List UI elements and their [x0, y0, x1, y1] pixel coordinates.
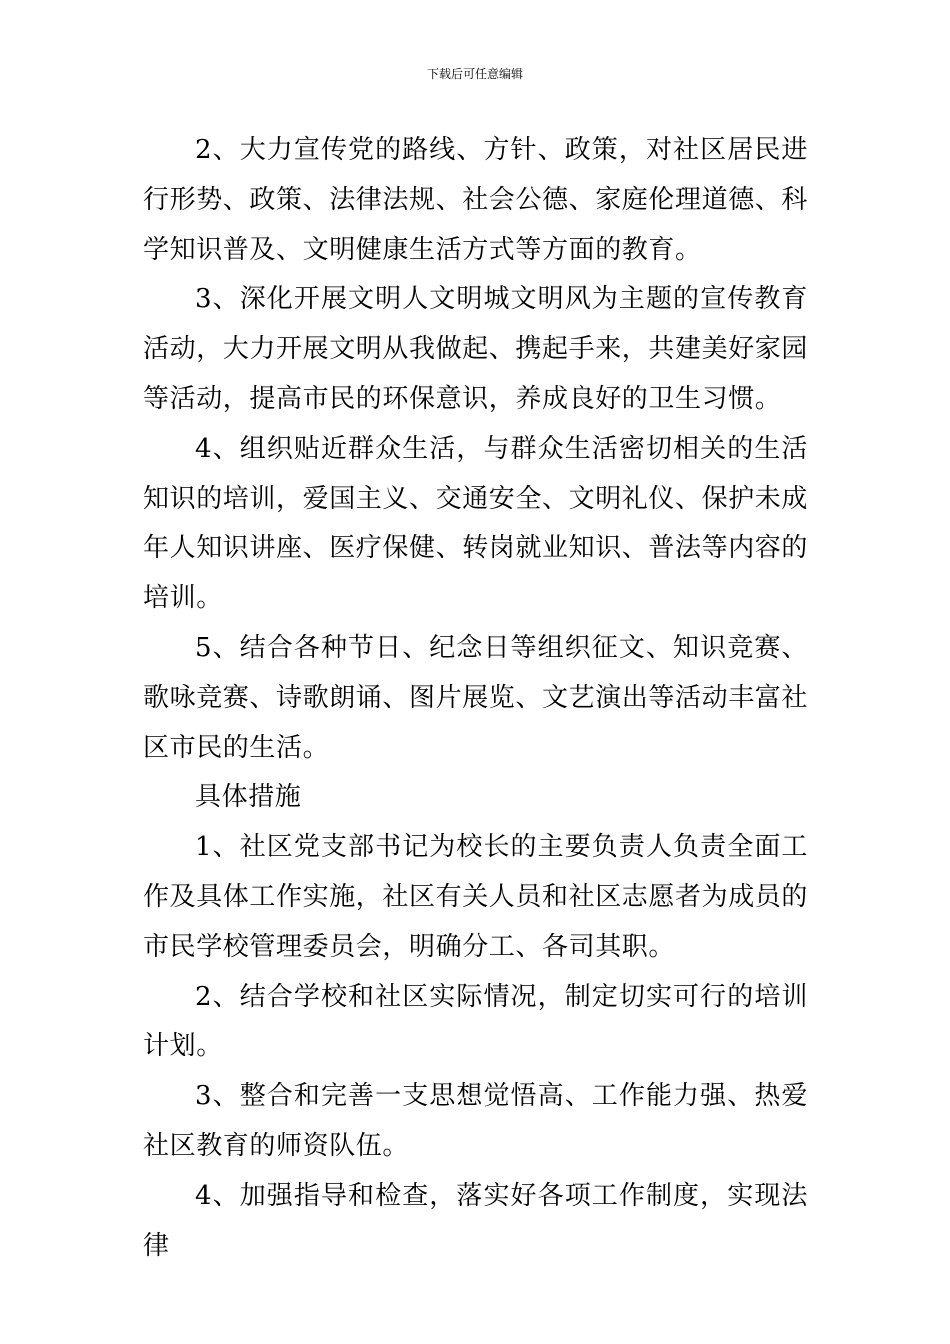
section-heading: 具体措施 — [195, 782, 302, 813]
measure-item-3: 3、整合和完善一支思想觉悟高、工作能力强、热爱社区教育的师资队伍。 — [143, 1081, 808, 1161]
paragraph-item-2: 2、大力宣传党的路线、方针、政策，对社区居民进行形势、政策、法律法规、社会公德、家庭伦理道德、科学知识普及、文明健康生活方式等方面的教育。 — [143, 135, 809, 265]
paragraph-item-3: 3、深化开展文明人文明城文明风为主题的宣传教育活动，大力开展文明从我做起、携起手来，共建美好家园等活动，提高市民的环保意识，养成良好的卫生习惯。 — [143, 284, 809, 414]
measure-item-4: 4、加强指导和检查，落实好各项工作制度，实现法律 — [143, 1180, 808, 1261]
measure-item-1: 1、社区党支部书记为校长的主要负责人负责全面工作及具体工作实施，社区有关人员和社区志愿者为成员的市民学校管理委员会，明确分工、各司其职。 — [143, 832, 809, 962]
paragraph-item-5: 5、结合各种节日、纪念日等组织征文、知识竞赛、歌咏竞赛、诗歌朗诵、图片展览、文艺演出等活动丰富社区市民的生活。 — [143, 632, 809, 763]
document-body — [143, 126, 808, 1271]
page-header: 下载后可任意编辑 — [426, 67, 523, 81]
measure-item-2: 2、结合学校和社区实际情况，制定切实可行的培训计划。 — [143, 981, 808, 1062]
paragraph-item-4: 4、组织贴近群众生活，与群众生活密切相关的生活知识的培训，爱国主义、交通安全、文明礼仪、保护未成年人知识讲座、医疗保健、转岗就业知识、普法等内容的培训。 — [143, 433, 809, 614]
